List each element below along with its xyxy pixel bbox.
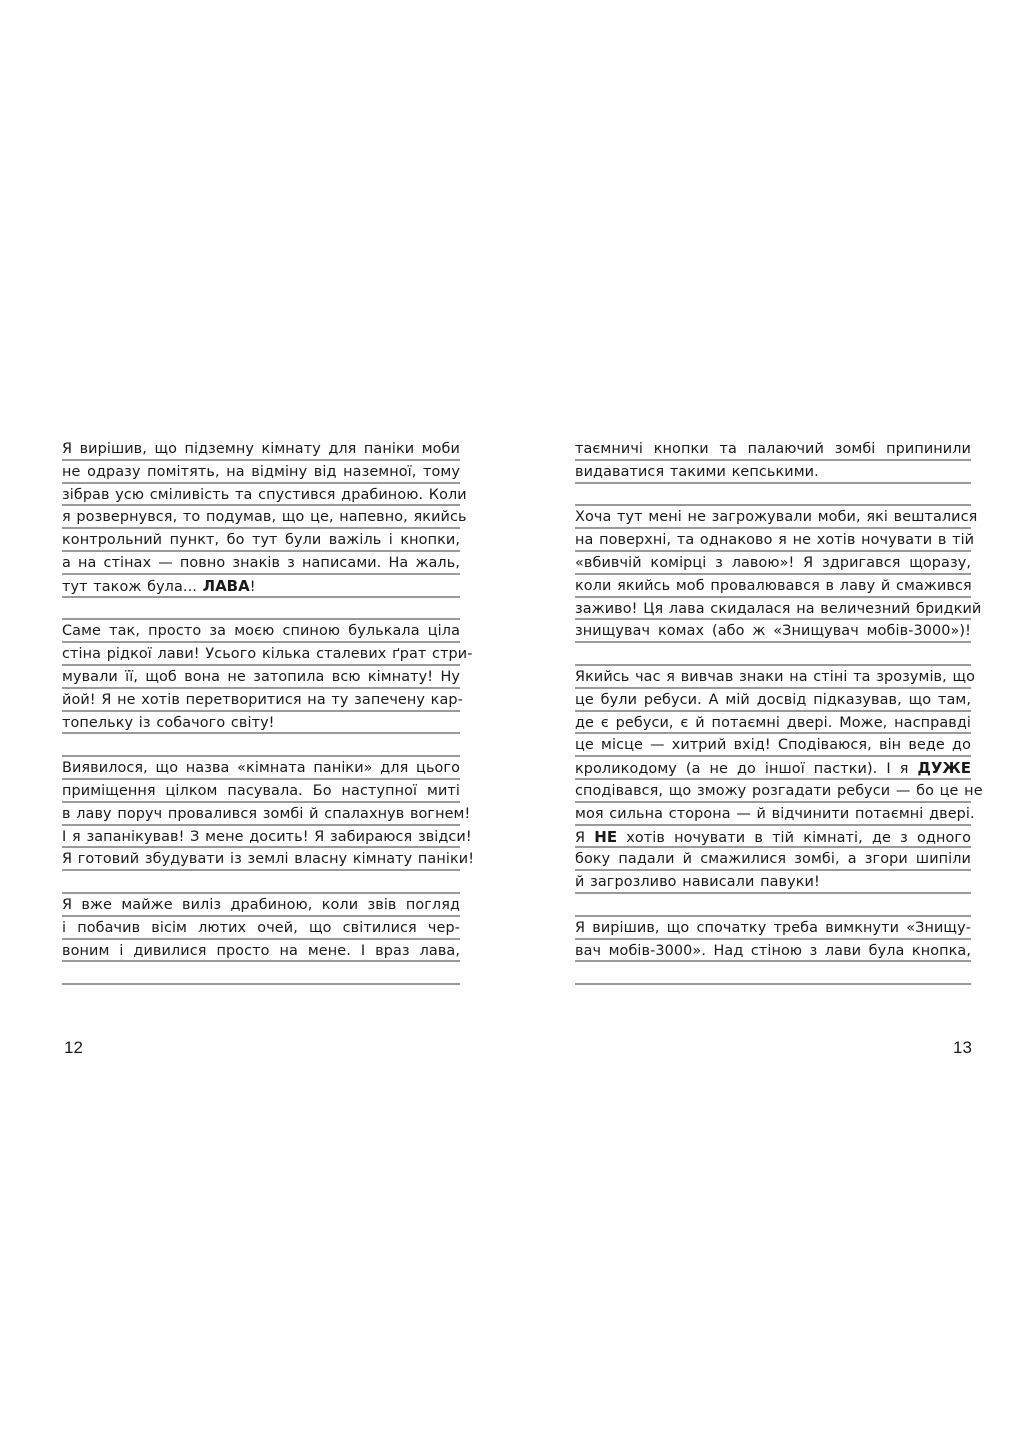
emphasis-word: ДУЖЕ [917,759,971,778]
text-line: вач мобів-3000». Над стіною з лави була кнопка, [575,940,971,963]
text-line: в лаву поруч провалився зомбі й спалахнув вогнем! [62,803,460,826]
ruled-line [62,871,460,894]
text-line: таємничі кнопки та палаючий зомбі припинили [575,438,971,461]
text-line: не одразу помітять, на відміну від наземної, тому [62,461,460,484]
page-number: 13 [953,1038,972,1057]
text-line: я розвернувся, то подумав, що це, напевно, якийсь [62,506,460,529]
text-line: це були ребуси. А мій досвід підказував, що там, [575,689,971,712]
text-line: мували її, щоб вона не затопила всю кімнату! Ну [62,666,460,689]
text-line: йой! Я не хотів перетворитися на ту запечену кар- [62,689,460,712]
text-line: «вбивчій комірці з лавою»! Я здригався щоразу, [575,552,971,575]
ruled-line [575,962,971,985]
ruled-line [62,598,460,621]
text-line: коли якийсь моб провалювався в лаву й смажився [575,575,971,598]
text-line: тут також була... ЛАВА! [62,575,460,598]
right-page [575,438,983,985]
text-line: І я запанікував! З мене досить! Я забираюся звідси! [62,826,460,849]
text-line: Я вирішив, що спочатку треба вимкнути «Знищу- [575,917,971,940]
text-line: й загрозливо нависали павуки! [575,871,971,894]
text-line: Якийсь час я вивчав знаки на стіні та зрозумів, що [575,666,971,689]
text-line: приміщення цілком пасувала. Бо наступної миті [62,780,460,803]
text-line: контрольний пункт, бо тут були важіль і кнопки, [62,529,460,552]
paragraph [575,917,971,985]
emphasis-word: НЕ [594,827,618,846]
text-line: Я вирішив, що підземну кімнату для паніки моби [62,438,460,461]
paragraph [62,438,467,620]
text-line: на поверхні, та однаково я не хотів ночувати в тій [575,529,971,552]
text-line: Саме так, просто за моєю спиною булькала ціла [62,620,460,643]
paragraph [575,506,982,666]
text-line: заживо! Ця лава скидалася на величезний бридкий [575,598,971,621]
text-line: топельку із собачого світу! [62,712,460,735]
left-page [62,438,475,985]
text-line: а на стінах — повно знаків з написами. На жаль, [62,552,460,575]
text-line: Я вже майже виліз драбиною, коли звів погляд [62,894,460,917]
text-line: і побачив вісім лютих очей, що світилися чер- [62,917,460,940]
ruled-line [575,643,971,666]
text-line: Я НЕ хотів ночувати в тій кімнаті, де з одного [575,826,971,849]
ruled-line [575,484,971,507]
paragraph [575,438,971,506]
text-line: воним і дивилися просто на мене. І враз лава, [62,940,460,963]
paragraph [62,894,460,985]
text-line: де є ребуси, є й потаємні двері. Може, насправді [575,712,971,735]
text-line: боку падали й смажилися зомбі, а згори шипіли [575,848,971,871]
text-line: стіна рідкої лави! Усього кілька сталевих ґрат стри- [62,643,460,666]
text-line: це місце — хитрий вхід! Сподіваюся, він веде до [575,734,971,757]
ruled-line [62,734,460,757]
text-line: Виявилося, що назва «кімната паніки» для цього [62,757,460,780]
text-line: моя сильна сторона — й відчинити потаємні двері. [575,803,971,826]
paragraph [62,620,473,757]
emphasis-word: ЛАВА [202,576,250,595]
paragraph [62,757,475,894]
text-line: зібрав усю сміливість та спустився драбиною. Коли [62,484,460,507]
text-line: Хоча тут мені не загрожували моби, які вешталися [575,506,971,529]
ruled-line [62,962,460,985]
text-line: знищувач комах (або ж «Знищувач мобів-3000»)! [575,620,971,643]
text-line: видаватися такими кепськими. [575,461,971,484]
paragraph [575,666,983,917]
text-line: Я готовий збудувати із землі власну кімнату паніки! [62,848,460,871]
page-number: 12 [64,1038,83,1057]
text-line: кроликодому (а не до іншої пастки). І я ДУЖЕ [575,757,971,780]
ruled-line [575,894,971,917]
text-line: сподівався, що зможу розгадати ребуси — бо це не [575,780,971,803]
